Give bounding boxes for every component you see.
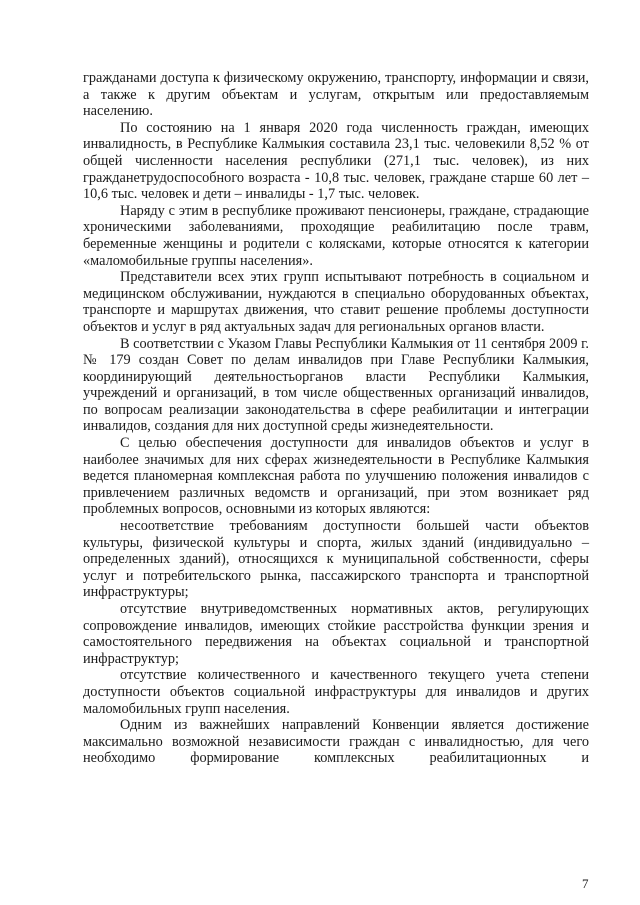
paragraph-needs: Представители всех этих групп испытывают потребность в социальном и медицинском обслуживании, нуждаются в специально оборудованных объектах, транспорте и маршрутах движения, что ставит решение проблемы доступности объектов и услуг в ряд актуальных задач для региональных органов власти.: [83, 269, 589, 335]
list-item-noncompliance: несоответствие требованиям доступности большей части объектов культуры, физической культуры и спорта, жилых зданий (индивидуально – определенных зданий), относящихся к муниципальной собственности, сферы услуг и потребительского рынка, пассажирского транспорта и транспортной инфраструктуры;: [83, 518, 589, 601]
paragraph-accessibility-work: С целью обеспечения доступности для инвалидов объектов и услуг в наиболее значимых для них сферах жизнедеятельности в Республике Калмыкия ведется планомерная комплексная работа по улучшению положения инвалидов с привлечением различных ведомств и организаций, при этом возникает ряд проблемных вопросов, основными из которых являются:: [83, 435, 589, 518]
list-item-no-regulations: отсутствие внутриведомственных нормативных актов, регулирующих сопровождение инвалидов, имеющих стойкие расстройства функции зрения и самостоятельного передвижения на объектах социальной и транспортной инфраструктур;: [83, 601, 589, 667]
paragraph-continuation: гражданами доступа к физическому окружению, транспорту, информации и связи, а также к другим объектам и услугам, открытым или предоставляемым населению.: [83, 70, 589, 120]
paragraph-low-mobility-groups: Наряду с этим в республике проживают пенсионеры, граждане, страдающие хроническими заболеваниями, проходящие реабилитацию после травм, беременные женщины и родители с колясками, которые относятся к категории «маломобильные группы населения».: [83, 202, 589, 269]
page-number: 7: [582, 876, 589, 891]
list-item-no-accounting: отсутствие количественного и качественного текущего учета степени доступности объектов социальной инфраструктуры для инвалидов и других маломобильных групп населения.: [83, 667, 589, 717]
body-text: [83, 70, 589, 767]
paragraph-statistics: По состоянию на 1 января 2020 года численность граждан, имеющих инвалидность, в Республике Калмыкия составила 23,1 тыс. человекили 8,52 % от общей численности населения республики (271,1 тыс. человек), из них гражданетрудоспособного возраста - 10,8 тыс. человек, граждане старше 60 лет – 10,6 тыс. человек и дети – инвалиды - 1,7 тыс. человек.: [83, 119, 589, 203]
paragraph-convention: Одним из важнейших направлений Конвенции является достижение максимально возможной независимости граждан с инвалидностью, для чего необходимо формирование комплексных реабилитационных и: [83, 717, 589, 767]
paragraph-council-decree: В соответствии с Указом Главы Республики Калмыкия от 11 сентября 2009 г. № 179 создан Совет по делам инвалидов при Главе Республики Калмыкия, координирующий деятельностьорганов власти Республики Калмыкия, учреждений и организаций, в том числе общественных организаций инвалидов, по вопросам реализации законодательства в сфере реабилитации и интеграции инвалидов, создания для них доступной среды жизнедеятельности.: [83, 335, 589, 435]
